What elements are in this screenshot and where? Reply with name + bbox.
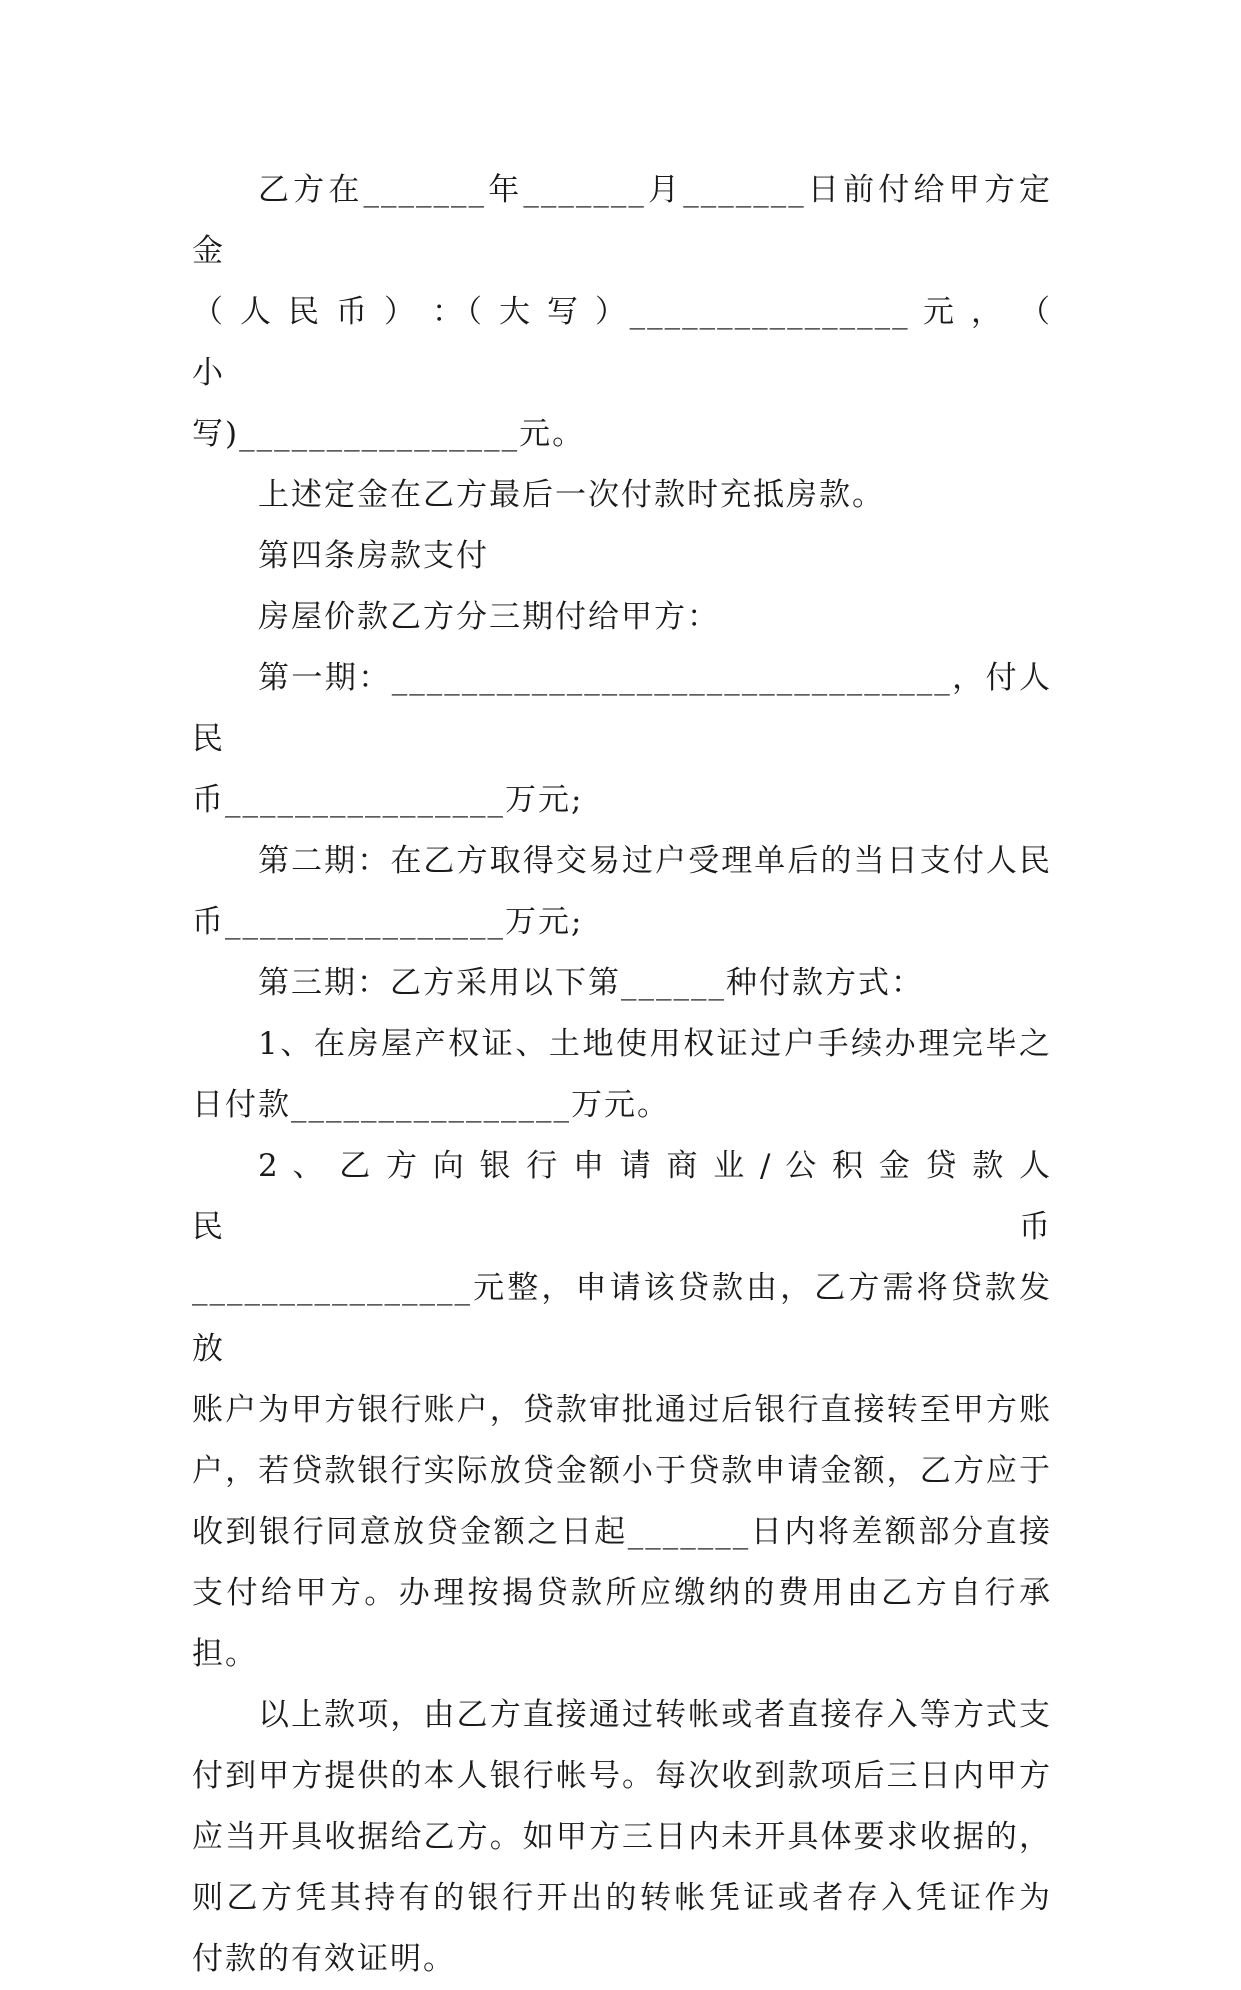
text-line: 第三期：乙方采用以下第______种付款方式：	[258, 965, 924, 1001]
text-line: 币________________万元;	[192, 904, 584, 940]
payment-option-2	[192, 1136, 1052, 1685]
contract-body	[192, 160, 1052, 1990]
second-installment	[192, 831, 1052, 953]
deposit-paragraph	[192, 160, 1052, 465]
payment-method-paragraph	[192, 1685, 1052, 1990]
text-line: 1、在房屋产权证、土地使用权证过户手续办理完毕之	[258, 1026, 1052, 1062]
text-line: 币________________万元;	[192, 782, 584, 818]
text-line: 户，若贷款银行实际放贷金额小于贷款申请金额，乙方应于	[192, 1453, 1052, 1489]
text-line: 房屋价款乙方分三期付给甲方：	[258, 599, 720, 635]
text-line: ________________元整，申请该贷款由，乙方需将贷款发放	[192, 1270, 1052, 1367]
text-line: 日付款________________万元。	[192, 1087, 670, 1123]
deposit-offset-paragraph	[192, 465, 1052, 526]
text-line: 收到银行同意放贷金额之日起_______日内将差额部分直接	[192, 1514, 1052, 1550]
text-line: 上述定金在乙方最后一次付款时充抵房款。	[258, 477, 885, 513]
text-line: 则乙方凭其持有的银行开出的转帐凭证或者存入凭证作为	[192, 1880, 1052, 1916]
text-line: 乙方在_______年_______月_______日前付给甲方定金	[192, 172, 1052, 269]
text-line: 付款的有效证明。	[192, 1941, 456, 1977]
text-line: 应当开具收据给乙方。如甲方三日内未开具体要求收据的，	[192, 1819, 1052, 1855]
payment-option-1	[192, 1014, 1052, 1136]
installments-intro	[192, 587, 1052, 648]
text-line: 账户为甲方银行账户，贷款审批通过后银行直接转至甲方账	[192, 1392, 1052, 1428]
text-line: 第四条房款支付	[258, 538, 489, 574]
third-installment	[192, 953, 1052, 1014]
text-line: 以上款项，由乙方直接通过转帐或者直接存入等方式支	[258, 1697, 1052, 1733]
text-line: 第二期：在乙方取得交易过户受理单后的当日支付人民	[258, 843, 1052, 879]
text-line: （ 人 民 币 ） ：（ 大 写 ）________________ 元 ， （ 小	[192, 294, 1052, 391]
text-line: 付到甲方提供的本人银行帐号。每次收到款项后三日内甲方	[192, 1758, 1052, 1794]
text-line: 第一期：________________________________，付人民	[192, 660, 1052, 757]
first-installment	[192, 648, 1052, 831]
article-four-heading	[192, 526, 1052, 587]
text-line: 2 、 乙 方 向 银 行 申 请 商 业 / 公 积 金 贷 款 人 民 币	[192, 1148, 1052, 1245]
text-line: 写)________________元。	[192, 416, 586, 452]
text-line: 支付给甲方。办理按揭贷款所应缴纳的费用由乙方自行承担。	[192, 1575, 1052, 1672]
